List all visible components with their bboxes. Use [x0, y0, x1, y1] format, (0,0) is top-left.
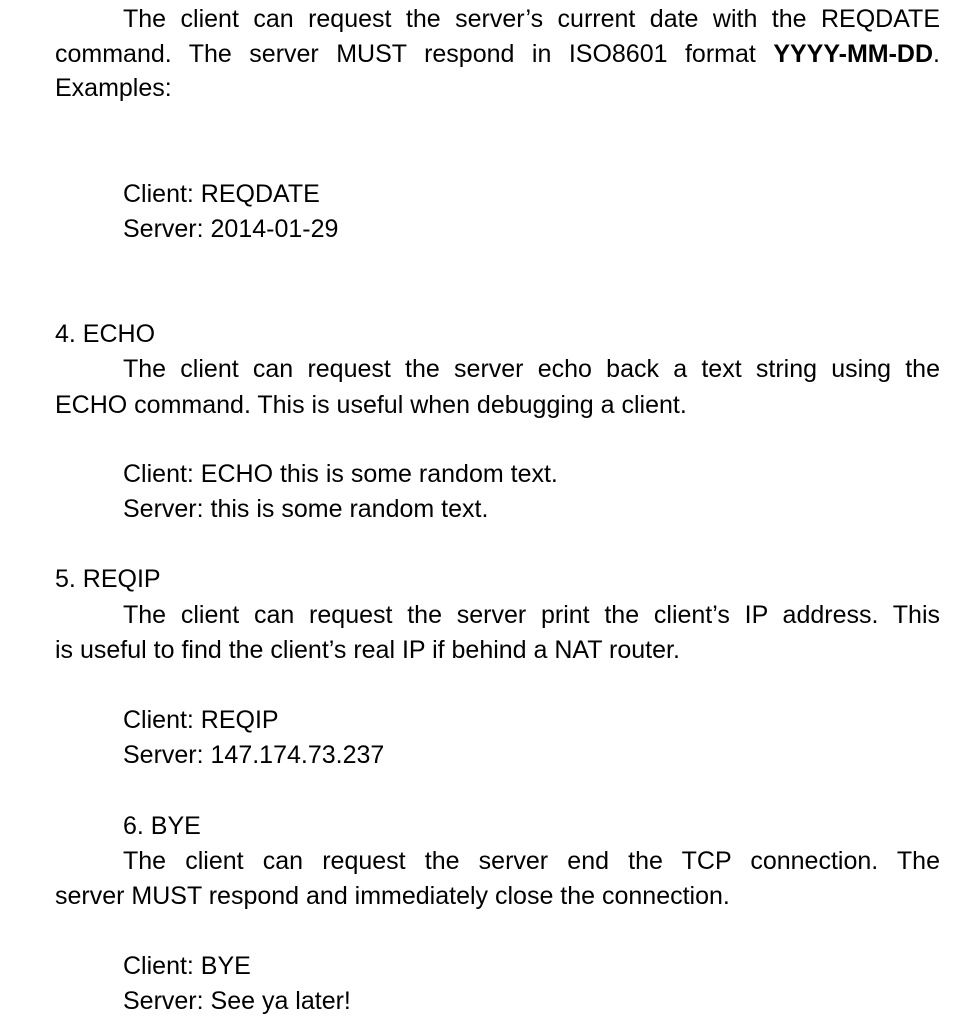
- reqdate-desc-line-2: [55, 39, 940, 69]
- reqdate-example-server: Server: 2014-01-29: [123, 215, 339, 243]
- reqip-desc-line-1: The client can request the server print the client’s IP address. This: [123, 601, 940, 629]
- date-format: YYYY-MM-DD: [773, 40, 934, 68]
- echo-example-client: Client: ECHO this is some random text.: [123, 460, 558, 488]
- document-page: [55, 0, 940, 1024]
- bye-example-server: Server: See ya later!: [123, 987, 351, 1015]
- reqip-heading: 5. REQIP: [55, 565, 161, 593]
- echo-desc-line-1: The client can request the server echo back a text string using the: [123, 355, 940, 383]
- echo-heading: 4. ECHO: [55, 320, 156, 348]
- reqdate-desc-line-1: The client can request the server’s current date with the REQDATE: [123, 5, 940, 33]
- reqip-example-client: Client: REQIP: [123, 706, 279, 734]
- examples-label: Examples:: [55, 74, 172, 102]
- bye-desc-line-1: The client can request the server end the TCP connection. The: [123, 847, 940, 875]
- reqdate-example-client: Client: REQDATE: [123, 180, 320, 208]
- echo-desc-line-2: ECHO command. This is useful when debugging a client.: [55, 391, 687, 419]
- bye-desc-line-2: server MUST respond and immediately close the connection.: [55, 882, 730, 910]
- echo-example-server: Server: this is some random text.: [123, 495, 489, 523]
- reqip-example-server: Server: 147.174.73.237: [123, 741, 385, 769]
- reqdate-desc-text: command. The server MUST respond in ISO8601 format: [55, 40, 774, 68]
- bye-heading: 6. BYE: [123, 812, 201, 840]
- reqip-desc-line-2: is useful to find the client’s real IP if behind a NAT router.: [55, 636, 680, 664]
- reqdate-desc-period: .: [933, 40, 940, 68]
- bye-example-client: Client: BYE: [123, 952, 251, 980]
